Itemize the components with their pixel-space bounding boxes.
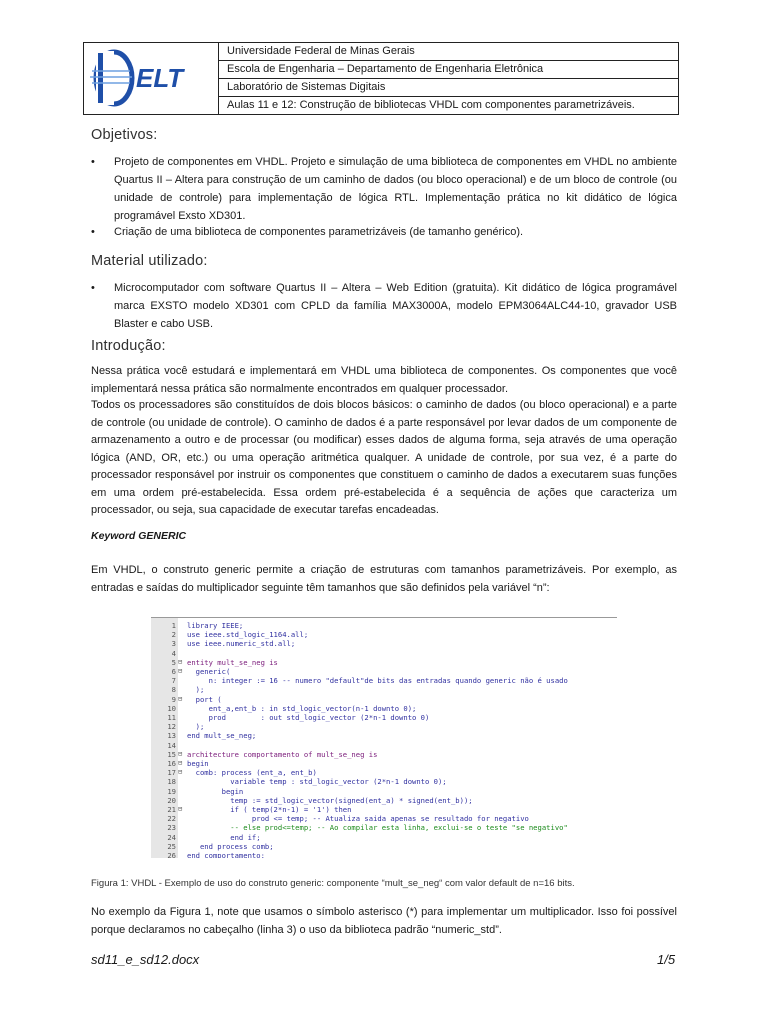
intro-paragraph-1: Nessa prática você estudará e implementará em VHDL uma biblioteca de componentes. Os componentes que você implementará nessa prática são normalmente encontrados em qualquer processador. — [91, 365, 677, 395]
fold-marker-icon: ⊟ — [178, 657, 183, 666]
code-line-number: 19 — [167, 786, 176, 796]
code-line — [151, 787, 617, 796]
code-line — [151, 823, 617, 832]
code-line-number: 11 — [167, 713, 176, 722]
code-line-number: 12 — [167, 722, 176, 732]
code-line-number: 22 — [167, 814, 176, 824]
code-line — [151, 768, 617, 777]
code-line-number: 15 — [167, 749, 176, 759]
bullet-icon: • — [91, 282, 95, 294]
code-line — [151, 658, 617, 667]
code-line-text: begin — [187, 759, 209, 768]
code-line — [151, 750, 617, 759]
code-line-number: 21 — [167, 805, 176, 814]
intro-paragraph-2: Todos os processadores são constituídos de dois blocos básicos: o caminho de dados (ou bloco operacional) e a parte de controle (ou unidade de controle). O caminho de dados é a parte responsável por levar dados de um componente de armazenamento a outro e de processar (ou modificar) esses dados de alguma forma, seja através de uma operação lógica (AND, OR, etc.) ou uma operação aritmética qualquer. A unidade de controle, por sua vez, é a parte do processador responsável por instruir os componentes que constituem o caminho de dados a executarem suas funções em uma ordem pré-estabelecida. Essa ordem pré-estabelecida é a sequência de ações que caracteriza um processador, ou seja, sua capacidade de executar tarefas encadeadas. — [91, 399, 677, 516]
fold-marker-icon: ⊟ — [178, 667, 183, 675]
code-line-number: 23 — [167, 823, 176, 833]
code-line — [151, 842, 617, 851]
code-line-number: 17 — [167, 768, 176, 778]
code-line — [151, 796, 617, 805]
code-line — [151, 639, 617, 648]
fold-marker-icon: ⊟ — [178, 694, 183, 703]
code-line-number: 20 — [167, 795, 176, 805]
figure-caption: Figura 1: VHDL - Exemplo de uso do construto generic: componente “mult_se_neg“ com valor default de n=16 bits. — [91, 878, 575, 889]
material-item-1: Microcomputador com software Quartus II – Altera – Web Edition (gratuita). Kit didático de lógica programável marca EXSTO modelo XD301 com CPLD da família MAX3000A, modelo EPM3064ALC44-10, gravador USB Blaster e cabo USB. — [114, 282, 677, 330]
code-line-text: use ieee.numeric_std.all; — [187, 639, 296, 649]
fold-marker-icon: ⊟ — [178, 759, 183, 767]
objetivo-item-1: Projeto de componentes em VHDL. Projeto e simulação de uma biblioteca de componentes em VHDL no ambiente Quartus II – Altera para construção de um caminho de dados (ou bloco operacional) e de um bloco de controle (ou unidade de controle) para implementação de lógica RTL. Implementação prática no kit didático de lógica programável Exsto XD301. — [114, 156, 677, 222]
code-line-text: comb: process (ent_a, ent_b) — [187, 768, 317, 778]
code-line — [151, 833, 617, 842]
code-line-number: 3 — [171, 639, 176, 649]
section-objetivos: Objetivos: — [91, 127, 158, 143]
section-introducao: Introdução: — [91, 338, 166, 354]
code-line — [151, 667, 617, 676]
code-line-number: 24 — [167, 832, 176, 842]
header-lab: Laboratório de Sistemas Digitais — [219, 79, 678, 97]
code-line — [151, 722, 617, 731]
objetivo-item-2: Criação de uma biblioteca de componentes parametrizáveis (de tamanho genérico). — [114, 226, 524, 238]
code-line-text: temp := std_logic_vector(signed(ent_a) * signed(ent_b)); — [187, 795, 473, 805]
code-line-text: if ( temp(2*n-1) = '1') then — [187, 805, 352, 814]
svg-text:ELT: ELT — [136, 63, 184, 93]
code-line-number: 9 — [171, 694, 176, 704]
code-line — [151, 741, 617, 750]
code-line-text: ); — [187, 722, 205, 732]
code-line — [151, 759, 617, 768]
code-line — [151, 851, 617, 858]
code-line-number: 6 — [171, 667, 176, 676]
code-line-text: generic( — [187, 667, 231, 676]
code-line-text: ent_a,ent_b : in std_logic_vector(n-1 downto 0); — [187, 703, 417, 713]
list-item — [91, 153, 677, 225]
keyword-generic-title: Keyword GENERIC — [91, 530, 187, 542]
code-line-number: 26 — [167, 851, 176, 858]
code-line-number: 14 — [167, 740, 176, 750]
header-school: Escola de Engenharia – Departamento de Engenharia Eletrônica — [219, 61, 678, 79]
code-line — [151, 695, 617, 704]
code-line-text: -- else prod<=temp; -- Ao compilar esta linha, exclui-se o teste "se negativo" — [187, 823, 568, 833]
code-line-number: 4 — [171, 648, 176, 658]
code-line-text: prod : out std_logic_vector (2*n-1 downto 0) — [187, 713, 430, 722]
code-line-text: end process comb; — [187, 841, 274, 851]
code-line-number: 1 — [171, 621, 176, 630]
code-line-number: 2 — [171, 630, 176, 640]
header-university: Universidade Federal de Minas Gerais — [219, 43, 678, 61]
bullet-icon: • — [91, 226, 95, 238]
code-line-number: 13 — [167, 731, 176, 741]
bullet-icon: • — [91, 156, 95, 168]
code-line — [151, 685, 617, 694]
code-line-number: 25 — [167, 841, 176, 851]
code-line-number: 8 — [171, 685, 176, 695]
code-line-text: port ( — [187, 694, 222, 704]
vhdl-code-figure — [151, 617, 617, 858]
code-line-text: end if; — [187, 832, 261, 842]
code-line-text: begin — [187, 786, 244, 796]
code-line — [151, 777, 617, 786]
code-line-number: 18 — [167, 777, 176, 787]
code-line — [151, 630, 617, 639]
code-line-number: 16 — [167, 759, 176, 768]
code-line — [151, 676, 617, 685]
list-item — [91, 223, 677, 241]
code-line — [151, 713, 617, 722]
code-line-number: 7 — [171, 676, 176, 686]
code-line-text: ); — [187, 685, 205, 695]
code-line-number: 5 — [171, 657, 176, 667]
code-line — [151, 621, 617, 630]
code-line — [151, 731, 617, 740]
header-rows — [219, 43, 678, 114]
code-line-text: entity mult_se_neg is — [187, 657, 278, 667]
code-line — [151, 704, 617, 713]
section-material: Material utilizado: — [91, 253, 208, 269]
header-class-title: Aulas 11 e 12: Construção de bibliotecas VHDL com componentes parametrizáveis. — [227, 99, 635, 111]
footer-page-number: 1/5 — [657, 952, 676, 967]
footer-filename: sd11_e_sd12.docx — [91, 952, 200, 967]
delt-logo — [84, 43, 219, 114]
code-line-text: architecture comportamento of mult_se_neg is — [187, 749, 378, 759]
logo-icon — [84, 43, 218, 114]
code-line-text: variable temp : std_logic_vector (2*n-1 downto 0); — [187, 777, 447, 787]
list-item — [91, 279, 677, 333]
code-line-text: prod <= temp; -- Atualiza saida apenas se resultado for negativo — [187, 814, 529, 824]
fold-marker-icon: ⊟ — [178, 768, 183, 777]
fold-marker-icon: ⊟ — [178, 805, 183, 813]
code-line-text: library IEEE; — [187, 621, 244, 630]
code-line-text: end comportamento; — [187, 851, 265, 858]
code-line — [151, 805, 617, 814]
fold-marker-icon: ⊟ — [178, 749, 183, 758]
code-line-number: 10 — [167, 703, 176, 713]
final-paragraph: No exemplo da Figura 1, note que usamos o símbolo asterisco (*) para implementar um multiplicador. Isso foi possível porque declaramos no cabeçalho (linha 3) o uso da biblioteca padrão “numeric_std”. — [91, 906, 677, 936]
code-line — [151, 649, 617, 658]
code-line-text: end mult_se_neg; — [187, 731, 257, 741]
header-table — [83, 42, 679, 115]
code-line — [151, 814, 617, 823]
code-line-text: use ieee.std_logic_1164.all; — [187, 630, 309, 640]
code-line-text: n: integer := 16 -- numero "default"de bits das entradas quando generic não é usado — [187, 676, 568, 686]
generic-paragraph: Em VHDL, o construto generic permite a criação de estruturas com tamanhos parametrizáveis. Por exemplo, as entradas e saídas do multiplicador seguinte têm tamanhos que são definidos pela variável “n”: — [91, 564, 677, 594]
